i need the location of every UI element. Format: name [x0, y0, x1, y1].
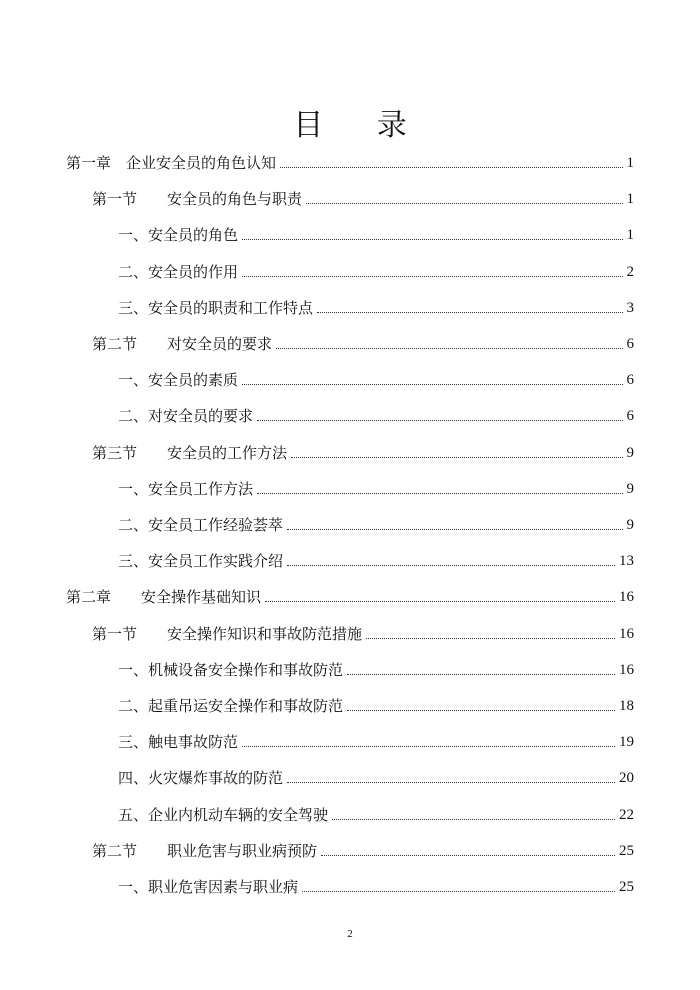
- toc-entry-level-1[interactable]: [66, 150, 634, 174]
- toc-entry-page-number: 9: [626, 517, 634, 533]
- dot-leader: [242, 276, 622, 277]
- dot-leader: [321, 855, 615, 856]
- dot-leader: [366, 638, 615, 639]
- toc-entry-level-1[interactable]: [66, 584, 634, 608]
- dot-leader: [265, 601, 615, 602]
- toc-entry-level-3[interactable]: [118, 693, 634, 717]
- toc-entry-title: 四、火灾爆炸事故的防范: [118, 769, 284, 788]
- toc-entry-level-2[interactable]: [92, 838, 634, 862]
- toc-entry-title: 第二节 职业危害与职业病预防: [92, 841, 318, 860]
- dot-leader: [347, 710, 615, 711]
- toc-entry-level-3[interactable]: [118, 802, 634, 826]
- toc-entry-page-number: 6: [626, 408, 634, 425]
- dot-leader: [302, 891, 615, 892]
- toc-entry-level-3[interactable]: [118, 476, 634, 500]
- dot-leader: [280, 167, 622, 168]
- toc-entry-level-3[interactable]: [118, 874, 634, 898]
- dot-leader: [317, 312, 622, 313]
- toc-entry-page-number: 3: [626, 299, 634, 316]
- toc-entry-page-number: 1: [626, 155, 634, 171]
- toc-entry-page-number: 16: [619, 625, 634, 642]
- toc-entry-title: 五、企业内机动车辆的安全驾驶: [118, 805, 329, 824]
- dot-leader: [276, 348, 622, 349]
- toc-entry-title: 一、机械设备安全操作和事故防范: [118, 660, 344, 679]
- toc-entry-title: 二、安全员工作经验荟萃: [118, 516, 284, 534]
- toc-entry-page-number: 2: [626, 263, 634, 280]
- toc-entry-page-number: 25: [619, 842, 634, 859]
- toc-entry-title: 第二章 安全操作基础知识: [66, 588, 262, 607]
- toc-title: 目 录: [293, 108, 429, 143]
- toc-entry-level-2[interactable]: [92, 186, 634, 210]
- toc-entry-title: 一、安全员的角色: [118, 226, 239, 245]
- toc-entry-level-3[interactable]: [118, 295, 634, 319]
- toc-entry-title: 二、对安全员的要求: [118, 407, 254, 426]
- toc-entry-title: 二、安全员的作用: [118, 262, 239, 281]
- dot-leader: [306, 203, 622, 204]
- toc-entry-level-2[interactable]: [92, 621, 634, 645]
- toc-entry-title: 三、触电事故防范: [118, 733, 239, 752]
- dot-leader: [287, 782, 615, 783]
- toc-entry-title: 一、职业危害因素与职业病: [118, 878, 299, 896]
- toc-entry-title: 第一节 安全操作知识和事故防范措施: [92, 624, 363, 643]
- dot-leader: [332, 819, 615, 820]
- toc-entry-title: 三、安全员的职责和工作特点: [118, 298, 314, 317]
- dot-leader: [257, 420, 622, 421]
- toc-entry-page-number: 1: [626, 191, 634, 208]
- toc-entry-level-3[interactable]: [118, 222, 634, 246]
- toc-entry-page-number: 9: [626, 480, 634, 497]
- toc-entry-page-number: 20: [619, 770, 634, 787]
- toc-entry-title: 第三节 安全员的工作方法: [92, 443, 288, 462]
- toc-entry-level-3[interactable]: [118, 403, 634, 427]
- dot-leader: [257, 493, 622, 494]
- dot-leader: [287, 529, 622, 530]
- toc-entry-page-number: 6: [626, 336, 634, 352]
- toc-entry-title: 一、安全员工作方法: [118, 479, 254, 498]
- toc-entry-title: 第二节 对安全员的要求: [92, 335, 273, 353]
- toc-entry-page-number: 16: [619, 589, 634, 606]
- toc-entry-level-3[interactable]: [118, 729, 634, 753]
- toc-entry-page-number: 9: [626, 444, 634, 461]
- dot-leader: [287, 565, 615, 566]
- toc-entry-page-number: 18: [619, 698, 634, 714]
- dot-leader: [347, 674, 615, 675]
- dot-leader: [291, 457, 622, 458]
- toc-entry-level-3[interactable]: [118, 259, 634, 283]
- toc-entry-title: 第一节 安全员的角色与职责: [92, 190, 303, 209]
- toc-entry-page-number: 6: [626, 372, 634, 389]
- toc-entry-title: 三、安全员工作实践介绍: [118, 552, 284, 571]
- toc-entry-level-3[interactable]: [118, 765, 634, 789]
- toc-entry-page-number: 1: [626, 227, 634, 244]
- toc-entry-page-number: 19: [619, 734, 634, 751]
- toc-entry-level-2[interactable]: [92, 440, 634, 464]
- toc-entry-level-3[interactable]: [118, 548, 634, 572]
- toc-entry-level-3[interactable]: [118, 657, 634, 681]
- toc-entry-title: 第一章 企业安全员的角色认知: [66, 154, 277, 172]
- toc-entry-title: 二、起重吊运安全操作和事故防范: [118, 697, 344, 715]
- dot-leader: [242, 384, 622, 385]
- dot-leader: [242, 239, 622, 240]
- toc-entry-level-2[interactable]: [92, 331, 634, 355]
- toc-entry-level-3[interactable]: [118, 367, 634, 391]
- toc-entry-level-3[interactable]: [118, 512, 634, 536]
- page-number-footer: 2: [347, 928, 353, 940]
- toc-entry-page-number: 25: [619, 879, 634, 895]
- toc-entry-page-number: 13: [619, 553, 634, 570]
- dot-leader: [242, 746, 615, 747]
- toc-entry-page-number: 22: [619, 806, 634, 823]
- toc-entry-page-number: 16: [619, 661, 634, 678]
- toc-entry-title: 一、安全员的素质: [118, 371, 239, 390]
